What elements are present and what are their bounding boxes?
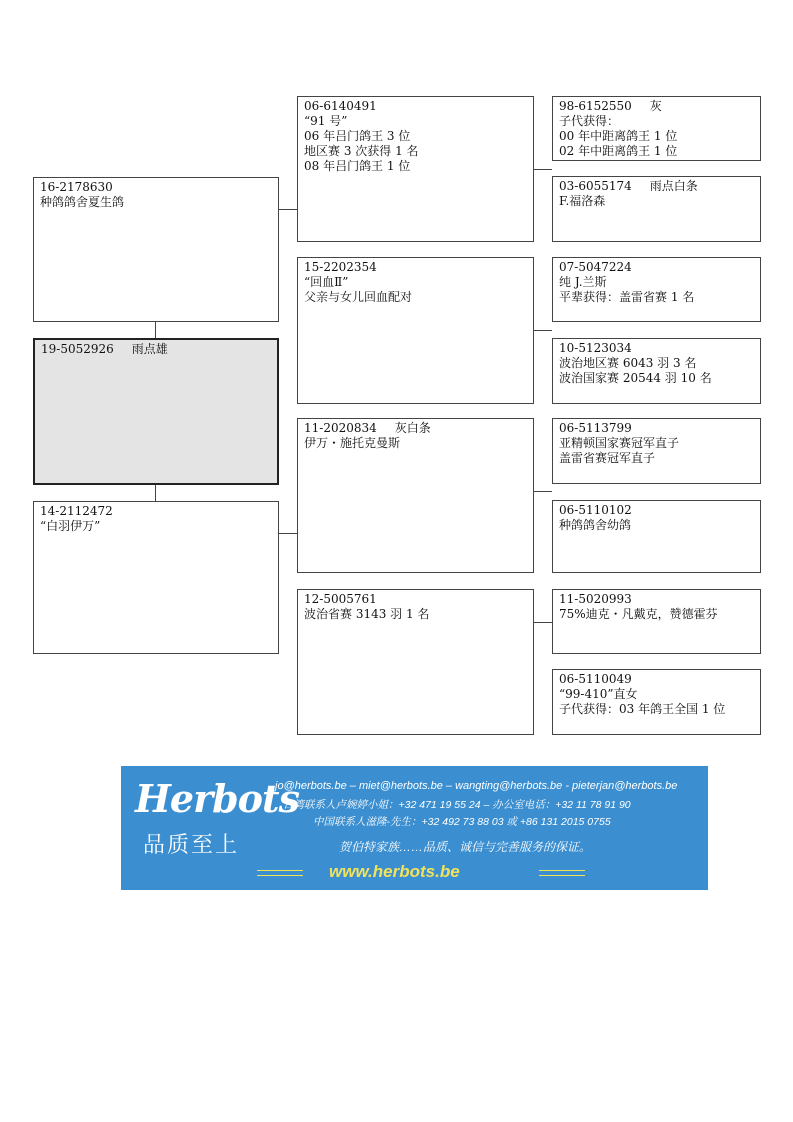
color-label: 雨点白条: [649, 179, 698, 193]
info-line: “白羽伊万”: [40, 519, 101, 533]
info-line: F.福洛森: [559, 194, 606, 208]
color-label: 雨点雄: [131, 342, 168, 356]
info-line: 75%迪克・凡戴克，赞德霍芬: [559, 607, 718, 621]
connector-dam-branch: [278, 533, 297, 534]
connector-sire-branch: [278, 209, 297, 210]
connector-sd-branch: [533, 330, 552, 331]
pedigree-box-sire-sire: [297, 96, 534, 242]
info-line: 纯 J.兰斯: [559, 275, 607, 289]
pedigree-box-ddd: [552, 669, 761, 735]
contact-taiwan: 台湾联系人卢婉婷小姐：+32 471 19 55 24 – 办公室电话：+32 11 78 91 90: [283, 799, 631, 811]
info-line: 00 年中距离鸽王 1 位: [559, 129, 678, 143]
ring-number: 19-5052926: [41, 342, 114, 356]
info-line: 子代获得：03 年鸽王全国 1 位: [559, 702, 726, 716]
ring-number: 11-2020834: [304, 421, 377, 435]
herbots-logo: Herbots: [135, 776, 299, 821]
info-line: 02 年中距离鸽王 1 位: [559, 144, 678, 158]
info-line: 子代获得：: [559, 114, 620, 128]
pedigree-box-dam-sire: [297, 418, 534, 573]
info-line: 种鸽鸽舍幼鸽: [559, 518, 632, 532]
pedigree-box-dss: [552, 418, 761, 484]
ring-number: 11-5020993: [559, 592, 632, 606]
pedigree-box-sire: [33, 177, 279, 322]
info-line: “99-410”直女: [559, 687, 638, 701]
herbots-banner: [121, 766, 708, 890]
ring-number: 06-5113799: [559, 421, 632, 435]
ring-number: 06-6140491: [304, 99, 377, 113]
pedigree-box-sss: [552, 96, 761, 161]
color-label: 灰白条: [394, 421, 431, 435]
info-line: 父亲与女儿回血配对: [304, 290, 413, 304]
ring-number: 10-5123034: [559, 341, 632, 355]
info-line: 盖雷省赛冠军直子: [559, 451, 656, 465]
banner-tagline: 品质至上: [143, 833, 240, 858]
color-label: 灰: [649, 99, 662, 113]
pedigree-box-sds: [552, 257, 761, 322]
ring-number: 03-6055174: [559, 179, 632, 193]
ring-number: 06-5110049: [559, 672, 632, 686]
pedigree-box-dds: [552, 589, 761, 654]
website-link[interactable]: www.herbots.be: [329, 862, 460, 881]
ring-number: 12-5005761: [304, 592, 377, 606]
ring-number: 07-5047224: [559, 260, 632, 274]
pedigree-box-dam-dam: [297, 589, 534, 735]
connector-subject-sire: [155, 321, 156, 338]
connector-ds-branch: [533, 491, 552, 492]
info-line: “91 号”: [304, 114, 348, 128]
info-line: 08 年吕门鸽王 1 位: [304, 159, 411, 173]
info-line: “回血Ⅱ”: [304, 275, 349, 289]
info-line: 平辈获得：盖雷省赛 1 名: [559, 290, 695, 304]
connector-ss-branch: [533, 169, 552, 170]
contact-china: 中国联系人滋隆-先生：+32 492 73 88 03 或 +86 131 2015 0755: [313, 816, 611, 828]
info-line: 波治地区赛 6043 羽 3 名: [559, 356, 697, 370]
ring-number: 06-5110102: [559, 503, 632, 517]
pedigree-box-ssd: [552, 176, 761, 242]
pedigree-box-dam: [33, 501, 279, 654]
contact-emails[interactable]: jo@herbots.be – miet@herbots.be – wangting@herbots.be - pieterjan@herbots.be: [275, 780, 678, 792]
info-line: 波治省赛 3143 羽 1 名: [304, 607, 430, 621]
info-line: 波治国家赛 20544 羽 10 名: [559, 371, 712, 385]
ring-number: 14-2112472: [40, 504, 113, 518]
divider-right: [539, 870, 585, 876]
pedigree-box-sire-dam: [297, 257, 534, 404]
divider-left: [257, 870, 303, 876]
info-line: 种鸽鸽舍夏生鸽: [40, 195, 125, 209]
info-line: 伊万・施托克曼斯: [304, 436, 401, 450]
pedigree-box-subject: [33, 338, 279, 485]
banner-slogan: 贺伯特家族……品质、诚信与完善服务的保证。: [339, 840, 592, 854]
connector-subject-dam: [155, 485, 156, 501]
connector-dd-branch: [533, 622, 552, 623]
info-line: 亚精顿国家赛冠军直子: [559, 436, 680, 450]
ring-number: 15-2202354: [304, 260, 377, 274]
pedigree-box-sdd: [552, 338, 761, 404]
ring-number: 98-6152550: [559, 99, 632, 113]
info-line: 地区赛 3 次获得 1 名: [304, 144, 419, 158]
ring-number: 16-2178630: [40, 180, 113, 194]
pedigree-box-dsd: [552, 500, 761, 573]
info-line: 06 年吕门鸽王 3 位: [304, 129, 411, 143]
